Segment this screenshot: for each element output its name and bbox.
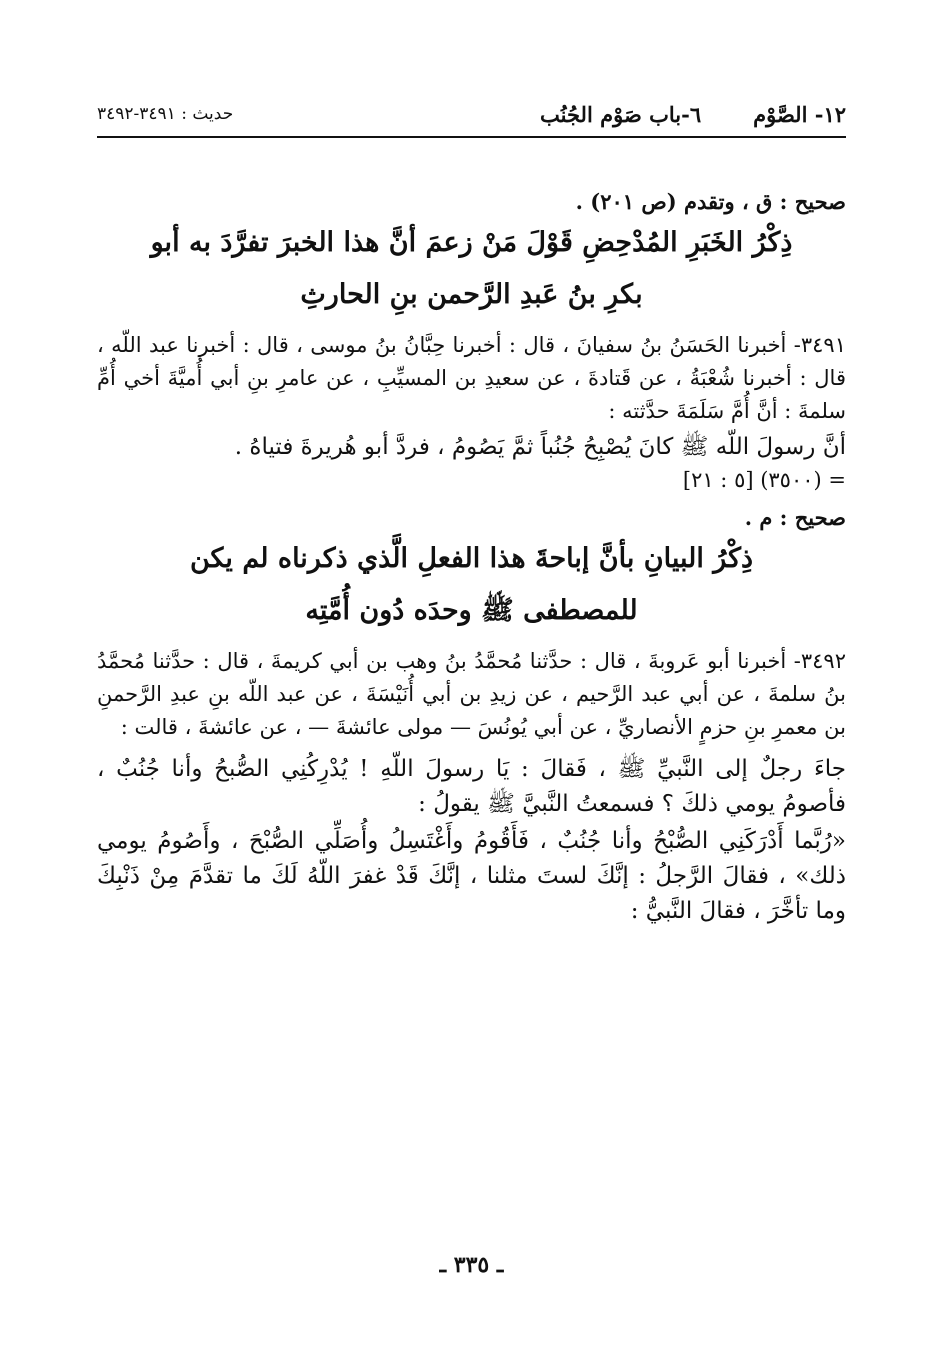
grade-note-1: صحيح : ق ، وتقدم (ص ٢٠١) .: [575, 189, 846, 214]
hadith-3492-matn-question: جاءَ رجلٌ إلى النَّبيِّ ﷺ ، فَقالَ : يَا رسولَ اللّهِ ! يُدْرِكُنِي الصُّبحُ وأنا جُنُبٌ ، فأصومُ يومي ذلكَ ؟ فسمعتُ النَّبيَّ ﷺ يقولُ :: [97, 756, 846, 817]
page-number: ـ ٣٣٥ ـ: [439, 1252, 504, 1278]
header-chapter-section: [540, 102, 846, 127]
hadith-3491-reference: = (٣٥٠٠) [٥ : ٢١]: [682, 468, 846, 492]
hadith-3491-isnad: ٣٤٩١- أخبرنا الحَسَنُ بنُ سفيانَ ، قال : أخبرنا حِبَّانُ بنُ موسى ، قال : أخبرنا عبد اللّه ، قال : أخبرنا شُعْبَةُ ، عن قَتادةَ ، عن سعيدِ بن المسيِّبِ ، عن عامرِ بنِ أبي أُميَّةَ أخي أُمِّ سلمةَ : أنَّ أُمَّ سَلَمَةَ حدَّثته :: [97, 333, 846, 423]
section-heading-1: ذِكْرُ الخَبَرِ المُدْحِضِ قَوْلَ مَنْ زعمَ أنَّ هذا الخبرَ تفرَّدَ به أبو بكرِ بنُ عَبدِ الرَّحمن بنِ الحارثِ: [150, 227, 793, 310]
hadith-3491-matn: أنَّ رسولَ اللّه ﷺ كانَ يُصْبِحُ جُنُباً ثمَّ يَصُومُ ، فردَّ أبو هُريرةَ فتياهُ .: [234, 434, 846, 460]
hadith-3492-isnad: ٣٤٩٢- أخبرنا أبو عَروبةَ ، قال : حدَّثنا مُحمَّدُ بنُ وهب بن أبي كريمةَ ، قال : حدَّثنا مُحمَّدُ بنُ سلمةَ ، عن أبي عبد الرَّحيم ، عن زيدِ بن أبي أُنَيْسَةَ ، عن عبد اللّه بنِ عبدِ الرَّحمنِ بن معمرِ بنِ حزمٍ الأنصاريِّ ، عن أبي يُونُسَ — مولى عائشةَ — ، عن عائشةَ ، قالت :: [97, 649, 846, 739]
header-hadith-range: حديث : ٣٤٩١-٣٤٩٢: [97, 104, 234, 124]
header-section: ٦-باب صَوْم الجُنُب: [540, 102, 702, 127]
page-body: [97, 186, 846, 929]
section-heading-2: ذِكْرُ البيانِ بأنَّ إباحةَ هذا الفعلِ الَّذي ذكرناه لم يكن للمصطفى ﷺ وحدَه دُون أُمَّتِه: [189, 543, 754, 626]
grade-note-2: صحيح : م .: [744, 505, 846, 530]
running-header: [97, 100, 846, 138]
hadith-3492-matn-answer: «رُبَّما أَدْرَكَنِي الصُّبْحُ وأنا جُنُبٌ ، فَأَقُومُ وأَغْتَسِلُ وأُصَلِّي الصُّبْحَ ، وأَصُومُ يومي ذلك» ، فقالَ الرَّجلُ : إنَّكَ لستَ مثلنا ، إنَّكَ قَدْ غفرَ اللّهُ لَكَ ما تقدَّمَ مِنْ ذَنْبِكَ وما تأخَّرَ ، فقالَ النَّبيُّ :: [97, 828, 846, 924]
header-chapter: ١٢- الصَّوْم: [753, 102, 846, 127]
